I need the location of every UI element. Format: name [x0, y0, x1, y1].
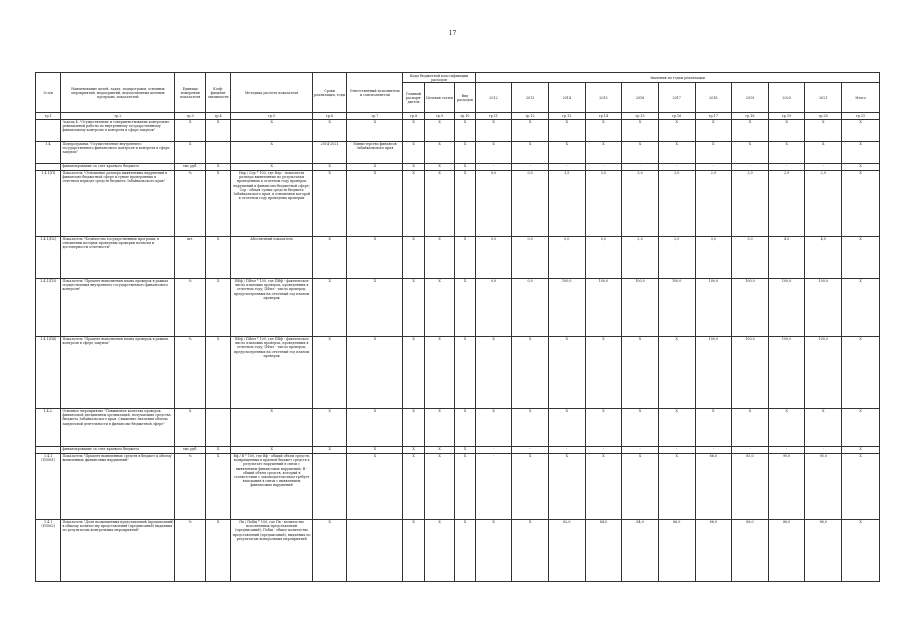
table-cell: Х — [347, 119, 403, 141]
table-cell: Х — [424, 141, 455, 163]
table-cell: Х — [205, 278, 230, 336]
table-cell: - — [585, 163, 622, 170]
table-cell: Х — [475, 119, 512, 141]
header-year: 2019 — [732, 83, 769, 113]
table-cell: Х — [312, 278, 347, 336]
table-cell: 3,0 — [695, 236, 732, 278]
table-cell: Х — [312, 236, 347, 278]
table-row — [36, 446, 880, 453]
table-cell: - — [695, 446, 732, 453]
table-cell: Х — [312, 446, 347, 453]
column-number: гр.10 — [455, 113, 475, 119]
row-number-cell — [36, 446, 61, 453]
table-cell: Х — [622, 119, 659, 141]
row-method-cell: Пв / Побщ * 100, где Пв - количество исполненных представлений (предписаний); Побщ - общее количество представлений (предписаний), выданных по результатам контрольных мероприятий — [231, 519, 312, 581]
table-cell: Х — [695, 408, 732, 446]
row-name-cell: финансирование за счет краевого бюджета — [61, 446, 175, 453]
table-cell: 3,0 — [732, 236, 769, 278]
table-cell: Х — [347, 163, 403, 170]
header-year: 2018 — [695, 83, 732, 113]
table-cell: 88,0 — [768, 519, 805, 581]
column-number: гр.20 — [805, 113, 842, 119]
column-number: гр.17 — [695, 113, 732, 119]
table-cell: Х — [842, 278, 880, 336]
table-cell: Х — [312, 163, 347, 170]
table-cell: 100,0 — [805, 336, 842, 408]
row-method-cell: Абсолютный показатель — [231, 236, 312, 278]
table-cell: Х — [805, 119, 842, 141]
table-cell: 4,0 — [805, 236, 842, 278]
table-cell: Министерство финансов Забайкальского края — [347, 141, 403, 163]
table-cell: 95,0 — [805, 453, 842, 519]
row-number-cell: 1.4.1 (ПОМ1) — [36, 453, 61, 519]
table-cell: - — [512, 163, 549, 170]
table-cell: Х — [768, 119, 805, 141]
row-name-cell: Показатель "Доля возмещенных представлений (предписаний) в общему количеству представлений (предписаний) выданных по результатам контрольных мероприятий" — [61, 519, 175, 581]
table-cell: Х — [805, 141, 842, 163]
row-name-cell: Показатель "Количество государственных программ, в отношении которых проведены проверки полноты и достоверности отчетности" — [61, 236, 175, 278]
table-cell: 3,0 — [658, 170, 695, 236]
table-row — [36, 236, 880, 278]
table-cell: - — [475, 453, 512, 519]
table-cell: Х — [842, 119, 880, 141]
row-name-cell: Основное мероприятие "Повышение качества проверок финансовой дисциплины организаций, получающих средства бюджета Забайкальского края. Снижение значения объема закупочной деятельности в финансово-бюджетной сфере" — [61, 408, 175, 446]
table-cell — [205, 408, 230, 446]
table-cell: 86,0 — [695, 519, 732, 581]
table-cell: Х — [347, 453, 403, 519]
table-cell: Х — [312, 119, 347, 141]
table-cell: Х — [455, 141, 475, 163]
table-cell: Х — [455, 163, 475, 170]
table-cell: - — [805, 163, 842, 170]
table-cell: Х — [424, 453, 455, 519]
table-cell: - — [805, 446, 842, 453]
column-number: гр.14 — [585, 113, 622, 119]
table-row — [36, 141, 880, 163]
row-name-cell: финансирование за счет краевого бюджета — [61, 163, 175, 170]
column-number: гр.6 — [312, 113, 347, 119]
table-cell: Х — [512, 141, 549, 163]
table-cell: - — [622, 163, 659, 170]
table-cell: Х — [347, 336, 403, 408]
table-cell: 1,5 — [548, 170, 585, 236]
table-header — [36, 73, 880, 120]
row-name-cell: Показатель "Процент выполнения плана проверок в рамках осуществления внутреннего государственного финансового контроля" — [61, 278, 175, 336]
table-cell: Х — [347, 408, 403, 446]
row-number-cell: 1.4.2. — [36, 408, 61, 446]
table-cell: - — [695, 163, 732, 170]
table-cell: Х — [512, 408, 549, 446]
table-cell: 100,0 — [768, 336, 805, 408]
table-cell: Х — [403, 519, 424, 581]
table-cell: Х — [768, 408, 805, 446]
table-cell: Х — [768, 141, 805, 163]
table-cell: 2,9 — [695, 170, 732, 236]
table-cell: - — [548, 163, 585, 170]
table-cell: % — [175, 278, 206, 336]
header-num: № п/п — [36, 73, 61, 113]
table-cell: Х — [403, 119, 424, 141]
row-number-cell: 1.4.1(П2) — [36, 236, 61, 278]
table-cell: Х — [455, 453, 475, 519]
row-method-cell: ПФф / ПФпл * 100, где ПФф - фактическое число плановых проверок, проведенных в отчетном году; ПФпл - число проверок, предусмотренных на отчетный год планом проверок — [231, 278, 312, 336]
table-cell: Х — [585, 119, 622, 141]
table-cell: 2,0 — [622, 236, 659, 278]
header-year: 2014 — [548, 83, 585, 113]
column-number: гр.13 — [548, 113, 585, 119]
table-cell: Х — [475, 519, 512, 581]
table-cell: 0,0 — [512, 236, 549, 278]
table-cell: Х — [403, 163, 424, 170]
column-number: гр.5 — [231, 113, 312, 119]
table-cell: Х — [475, 336, 512, 408]
program-indicators-table — [35, 72, 880, 582]
header-terms: Сроки реализации, годы — [312, 73, 347, 113]
table-cell: 85,0 — [732, 453, 769, 519]
table-cell: Х — [347, 446, 403, 453]
row-method-cell: Вф / В * 100, где Вф - общий объем средств, возвращенных в краевой бюджет средств в результате нарушений в связи с выявлением финансовых нарушений; В - общий объем средств, который в соответствии с законодательством требует взыскания в связи с выявлением финансовых нарушений — [231, 453, 312, 519]
table-cell: 100,0 — [658, 278, 695, 336]
table-cell: 100,0 — [695, 336, 732, 408]
table-cell: Х — [205, 163, 230, 170]
table-cell: Х — [424, 408, 455, 446]
table-cell: Х — [455, 236, 475, 278]
table-cell: Х — [622, 453, 659, 519]
table-cell: 0,0 — [585, 236, 622, 278]
table-cell: Х — [455, 408, 475, 446]
table-cell: Х — [512, 336, 549, 408]
table-cell: 90,0 — [768, 453, 805, 519]
table-cell: - — [512, 446, 549, 453]
table-row — [36, 336, 880, 408]
table-cell: Х — [842, 453, 880, 519]
table-cell: 0,0 — [548, 236, 585, 278]
table-cell: 100,0 — [622, 278, 659, 336]
table-cell: - — [585, 446, 622, 453]
header-values-group: Значения по годам реализации — [475, 73, 879, 83]
table-cell: 100,0 — [768, 278, 805, 336]
table-cell: Х — [175, 119, 206, 141]
table-cell: 0,0 — [512, 170, 549, 236]
row-method-cell: Х — [231, 141, 312, 163]
table-cell: 100,0 — [695, 278, 732, 336]
table-cell: Х — [312, 519, 347, 581]
table-cell: 86,0 — [658, 519, 695, 581]
table-cell: Х — [548, 119, 585, 141]
column-number: гр.4 — [205, 113, 230, 119]
table-cell: Х — [424, 119, 455, 141]
table-cell: Х — [403, 236, 424, 278]
table-cell: Х — [622, 408, 659, 446]
table-cell: Х — [585, 453, 622, 519]
table-cell: 88,0 — [732, 519, 769, 581]
table-row — [36, 163, 880, 170]
table-cell: Х — [475, 141, 512, 163]
table-cell: Х — [205, 236, 230, 278]
table-cell: Х — [205, 119, 230, 141]
table-cell: Х — [424, 278, 455, 336]
table-cell: 88,0 — [805, 519, 842, 581]
table-cell: Х — [347, 236, 403, 278]
row-method-cell: ПФф / ПФпл * 100, где ПФф - фактическое число плановых проверок, проведенных в отчетном году; ПФпл - число проверок, предусмотренных на отчетный год планом проверок — [231, 336, 312, 408]
table-cell: 100,0 — [805, 278, 842, 336]
table-cell: 0,0 — [512, 278, 549, 336]
table-cell: Х — [403, 170, 424, 236]
table-cell: Х — [658, 141, 695, 163]
table-cell: - — [732, 446, 769, 453]
table-cell: Х — [842, 163, 880, 170]
table-cell: Х — [455, 519, 475, 581]
table-cell: - — [658, 163, 695, 170]
header-kbk-group: Коды бюджетной классификации расходов — [403, 73, 475, 83]
table-cell: Х — [424, 170, 455, 236]
table-cell: Х — [424, 519, 455, 581]
row-name-cell: Показатель "Процент выявленных средств в бюджет к объему выявленных финансовых нарушений" — [61, 453, 175, 519]
row-method-cell: Нар / Сор * 100, где Нар - показатель размера выявленных по результатам проведенных в отчетном году проверок нарушений в финансово-бюджетной сфере; Сор - общая сумма средств бюджета Забайкальского края, в отношении которой в отчетном году проведены проверки — [231, 170, 312, 236]
table-cell: 82,0 — [548, 519, 585, 581]
table-cell: Х — [622, 141, 659, 163]
header-year: 2020 — [768, 83, 805, 113]
table-row — [36, 278, 880, 336]
table-cell: Х — [455, 336, 475, 408]
row-number-cell: 1.4.1(П3) — [36, 278, 61, 336]
table-cell: 2,9 — [732, 170, 769, 236]
table-cell: Х — [455, 119, 475, 141]
table-cell: Х — [205, 519, 230, 581]
column-number: гр.3 — [175, 113, 206, 119]
header-year: 2016 — [622, 83, 659, 113]
table-cell: Х — [455, 278, 475, 336]
table-cell: - — [475, 163, 512, 170]
table-cell: % — [175, 453, 206, 519]
row-number-cell: 1.4.1(П) — [36, 170, 61, 236]
table-cell: Х — [842, 170, 880, 236]
column-number: гр.8 — [403, 113, 424, 119]
table-cell: Х — [585, 141, 622, 163]
table-cell: Х — [403, 278, 424, 336]
row-name-cell: Задача 4. "Осуществление и совершенствование контрольно-ревизионной работы по внутреннему государственному финансовому контролю в контроля в сфере закупок" — [61, 119, 175, 141]
table-cell: Х — [842, 336, 880, 408]
table-cell: Х — [658, 336, 695, 408]
table-cell: Х — [403, 408, 424, 446]
table-cell: Х — [695, 119, 732, 141]
table-cell: - — [622, 446, 659, 453]
table-cell: Х — [622, 336, 659, 408]
header-year: 2017 — [658, 83, 695, 113]
table-cell: 100,0 — [585, 278, 622, 336]
table-cell: Х — [512, 119, 549, 141]
table-cell: % — [175, 170, 206, 236]
table-cell: тыс.руб. — [175, 163, 206, 170]
column-number: гр.7 — [347, 113, 403, 119]
table-cell: Х — [347, 278, 403, 336]
table-cell — [312, 453, 347, 519]
table-cell: Х — [732, 408, 769, 446]
table-cell: % — [175, 519, 206, 581]
table-row — [36, 170, 880, 236]
table-cell: 84,0 — [585, 519, 622, 581]
table-cell: Х — [205, 446, 230, 453]
table-cell: Х — [658, 453, 695, 519]
table-cell: Х — [512, 519, 549, 581]
table-cell: 84,0 — [622, 519, 659, 581]
row-number-cell — [36, 119, 61, 141]
table-cell: - — [548, 446, 585, 453]
row-number-cell: 1.4. — [36, 141, 61, 163]
header-responsible: Ответственный исполнитель и соисполнители — [347, 73, 403, 113]
row-name-cell: Показатель "Отношение размера выявленных нарушений в финансово-бюджетной сфере к сумме проверенных в отчетном периоде средств бюджета Забайкальского края" — [61, 170, 175, 236]
header-kbk-b: Целевая статья — [424, 83, 455, 113]
table-cell: % — [175, 336, 206, 408]
table-cell: 2,0 — [658, 236, 695, 278]
column-number: гр.9 — [424, 113, 455, 119]
table-cell: Х — [424, 236, 455, 278]
column-number: гр.2 — [61, 113, 175, 119]
table-cell: Х — [312, 336, 347, 408]
table-cell: Х — [732, 141, 769, 163]
header-unit: Единица измерения показателя — [175, 73, 206, 113]
table-cell: Х — [175, 408, 206, 446]
table-cell: Х — [205, 453, 230, 519]
header-year: 2021 — [805, 83, 842, 113]
table-cell: Х — [475, 408, 512, 446]
table-cell: 0,0 — [475, 278, 512, 336]
table-cell: Х — [403, 336, 424, 408]
table-cell: 100,0 — [732, 336, 769, 408]
table-cell: 2014-2021 — [312, 141, 347, 163]
table-cell: Х — [842, 236, 880, 278]
table-cell: тыс.руб. — [175, 446, 206, 453]
table-cell: 100,0 — [548, 278, 585, 336]
table-cell: Х — [312, 408, 347, 446]
table-cell: Х — [842, 408, 880, 446]
table-cell: Х — [658, 408, 695, 446]
row-method-cell: Х — [231, 119, 312, 141]
row-method-cell: Х — [231, 446, 312, 453]
table-cell: шт. — [175, 236, 206, 278]
table-cell: Х — [312, 170, 347, 236]
header-name: Наименование целей, задач, подпрограмм, основных мероприятий, мероприятий, ведомственных целевых программ, показателей — [61, 73, 175, 113]
table-cell: Х — [585, 408, 622, 446]
table-cell: 0,0 — [475, 236, 512, 278]
table-cell: Х — [424, 446, 455, 453]
table-cell: - — [475, 446, 512, 453]
row-name-cell: Подпрограмма "Осуществление внутреннего государственного финансового контроля и контроля в сфере закупок" — [61, 141, 175, 163]
header-coef: Коэф-фициент значимости — [205, 73, 230, 113]
table-cell: 2,9 — [805, 170, 842, 236]
table-cell: Х — [805, 408, 842, 446]
table-cell: Х — [455, 170, 475, 236]
row-number-cell: 1.4.1(П4) — [36, 336, 61, 408]
table-cell: Х — [403, 453, 424, 519]
table-cell: - — [658, 446, 695, 453]
column-number: гр.16 — [658, 113, 695, 119]
header-year: 2013 — [512, 83, 549, 113]
header-kbk-c: Вид расходов — [455, 83, 475, 113]
column-number: гр.15 — [622, 113, 659, 119]
table-cell: Х — [695, 141, 732, 163]
table-cell: Х — [347, 170, 403, 236]
table-cell: - — [768, 163, 805, 170]
table-cell: Х — [205, 336, 230, 408]
table-cell: Х — [175, 141, 206, 163]
header-method: Методика расчета показателя — [231, 73, 312, 113]
table-cell: Х — [842, 519, 880, 581]
column-number: гр.19 — [768, 113, 805, 119]
table-body — [36, 119, 880, 581]
table-cell — [347, 519, 403, 581]
table-cell: - — [768, 446, 805, 453]
table-cell: Х — [548, 336, 585, 408]
column-number: гр.12 — [512, 113, 549, 119]
table-cell: Х — [512, 453, 549, 519]
column-number: гр.21 — [842, 113, 880, 119]
header-year: 2015 — [585, 83, 622, 113]
table-cell: Х — [732, 119, 769, 141]
header-kbk-a: Главный распоря-дитель — [403, 83, 424, 113]
table-cell: 3,0 — [622, 170, 659, 236]
table-cell: 4,0 — [768, 236, 805, 278]
table-cell: Х — [842, 446, 880, 453]
table-cell: Х — [585, 336, 622, 408]
row-method-cell: Х — [231, 163, 312, 170]
table-row — [36, 119, 880, 141]
row-number-cell — [36, 163, 61, 170]
row-number-cell: 1.4.1 (ПОМ2) — [36, 519, 61, 581]
column-number: гр.11 — [475, 113, 512, 119]
table-cell: Х — [424, 336, 455, 408]
table-cell: Х — [403, 141, 424, 163]
table-cell: 2,9 — [768, 170, 805, 236]
table-cell: - — [732, 163, 769, 170]
table-cell: Х — [842, 141, 880, 163]
table-cell: 3,0 — [585, 170, 622, 236]
table-row — [36, 519, 880, 581]
page-number: 17 — [448, 30, 457, 37]
table-cell: 0,0 — [475, 170, 512, 236]
row-method-cell: Х — [231, 408, 312, 446]
row-name-cell: Показатель "Процент выполнения плана проверок в рамках контроля в сфере закупок" — [61, 336, 175, 408]
header-year: 2012 — [475, 83, 512, 113]
table-cell: Х — [455, 446, 475, 453]
table-cell: Х — [403, 446, 424, 453]
table-cell: 100,0 — [732, 278, 769, 336]
table-cell: Х — [548, 141, 585, 163]
table-cell — [205, 141, 230, 163]
table-row — [36, 408, 880, 446]
table-row — [36, 453, 880, 519]
column-number: гр.18 — [732, 113, 769, 119]
column-number: гр.1 — [36, 113, 61, 119]
table-cell: Х — [548, 408, 585, 446]
table-cell: 86,0 — [695, 453, 732, 519]
table-cell: Х — [548, 453, 585, 519]
table-cell: Х — [424, 163, 455, 170]
table-cell: Х — [205, 170, 230, 236]
table-cell: Х — [658, 119, 695, 141]
header-year: Итого — [842, 83, 880, 113]
